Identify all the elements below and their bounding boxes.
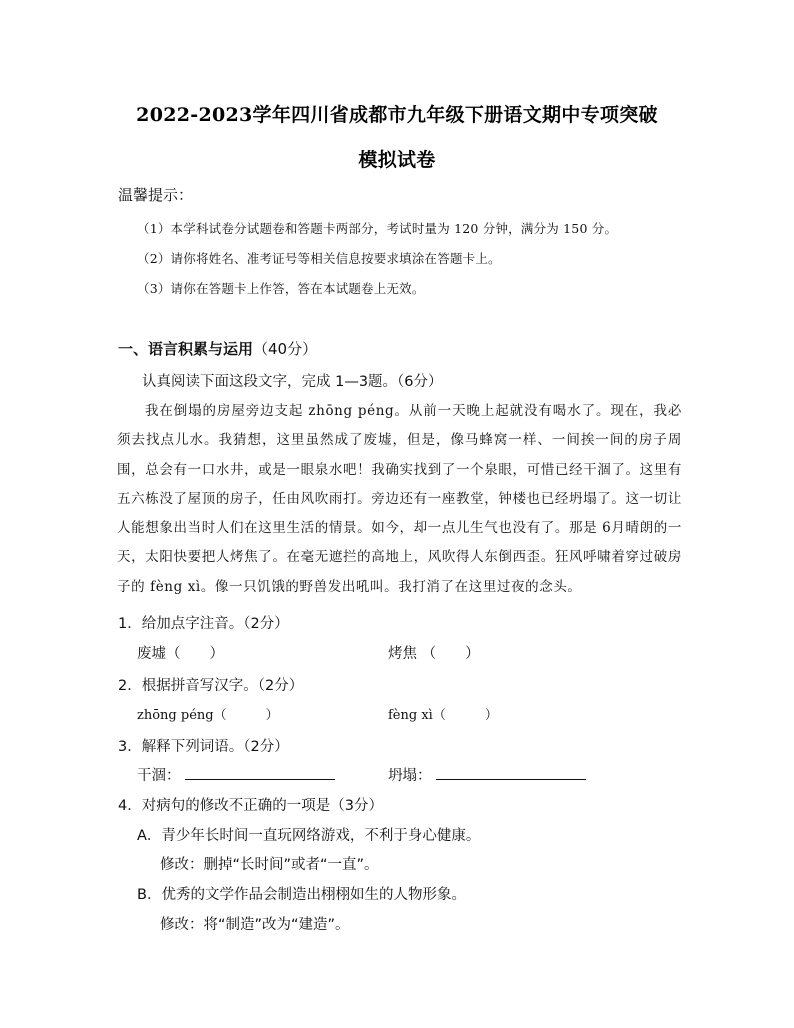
question-3: 3．解释下列词语。（2分） — [118, 739, 289, 755]
question-4-option-a: A．青少年长时间一直玩网络游戏，不利于身心健康。 — [137, 828, 481, 844]
document-title: 2022-2023学年四川省成都市九年级下册语文期中专项突破 — [136, 104, 658, 126]
answer-blank-right[interactable] — [436, 765, 586, 780]
question-4: 4．对病句的修改不正确的一项是（3分） — [118, 798, 383, 814]
question-3-item-right — [388, 764, 586, 785]
section-heading-score: （40分） — [253, 340, 318, 358]
section-heading-title: 一、语言积累与运用 — [118, 340, 254, 358]
hint-item-1: （1）本学科试卷分试题卷和答题卡两部分，考试时量为 120 分钟，满分为 150 分。 — [137, 221, 618, 236]
question-2-item-left: zhōng péng（ ） — [137, 708, 279, 723]
reading-passage: 我在倒塌的房屋旁边支起 zhōng péng。从前一天晚上起就没有喝水了。现在，我必须去找点儿水。我猜想，这里虽然成了废墟，但是，像马蜂窝一样、一间挨一间的房子周围，总会有一口水井，或是一眼泉水吧！我确实找到了一个泉眼，可惜已经干涸了。这里有五六栋没了屋顶的房子，任由风吹雨打。旁边还有一座教堂，钟楼也已经坍塌了。这一切让人能想象出当时人们在这里生活的情景。如今，却一点儿生气也没有了。那是 6月晴朗的一天，太阳快要把人烤焦了。在毫无遮拦的高地上，风吹得人东倒西歪。狂风呼啸着穿过破房子的 fèng xì。像一只饥饿的野兽发出吼叫。我打消了在这里过夜的念头。 — [117, 403, 682, 595]
question-3-term-right: 坍塌： — [388, 768, 432, 784]
answer-blank-left[interactable] — [185, 765, 335, 780]
question-2: 2．根据拼音写汉字。（2分） — [118, 678, 304, 694]
question-1-item-left: 废墟（ ） — [137, 646, 224, 662]
section-heading — [118, 338, 317, 359]
question-4-option-a-revision: 修改：删掉“长时间”或者“一直”。 — [160, 857, 379, 873]
question-3-item-left — [137, 764, 335, 785]
question-3-term-left: 干涸： — [137, 768, 181, 784]
question-4-option-b: B．优秀的文学作品会制造出栩栩如生的人物形象。 — [137, 887, 466, 903]
question-4-option-b-revision: 修改：将“制造”改为“建造”。 — [160, 917, 350, 933]
hint-item-2: （2）请你将姓名、准考证号等相关信息按要求填涂在答题卡上。 — [137, 251, 501, 266]
question-2-item-right: fèng xì（ ） — [388, 708, 498, 723]
section-intro: 认真阅读下面这段文字，完成 1—3题。（6分） — [142, 374, 443, 390]
hints-heading: 温馨提示： — [118, 186, 194, 204]
document-subtitle: 模拟试卷 — [358, 149, 436, 171]
hint-item-3: （3）请你在答题卡上作答，答在本试题卷上无效。 — [137, 281, 425, 296]
question-1: 1．给加点字注音。（2分） — [118, 616, 289, 632]
question-1-item-right: 烤焦 （ ） — [388, 646, 480, 662]
